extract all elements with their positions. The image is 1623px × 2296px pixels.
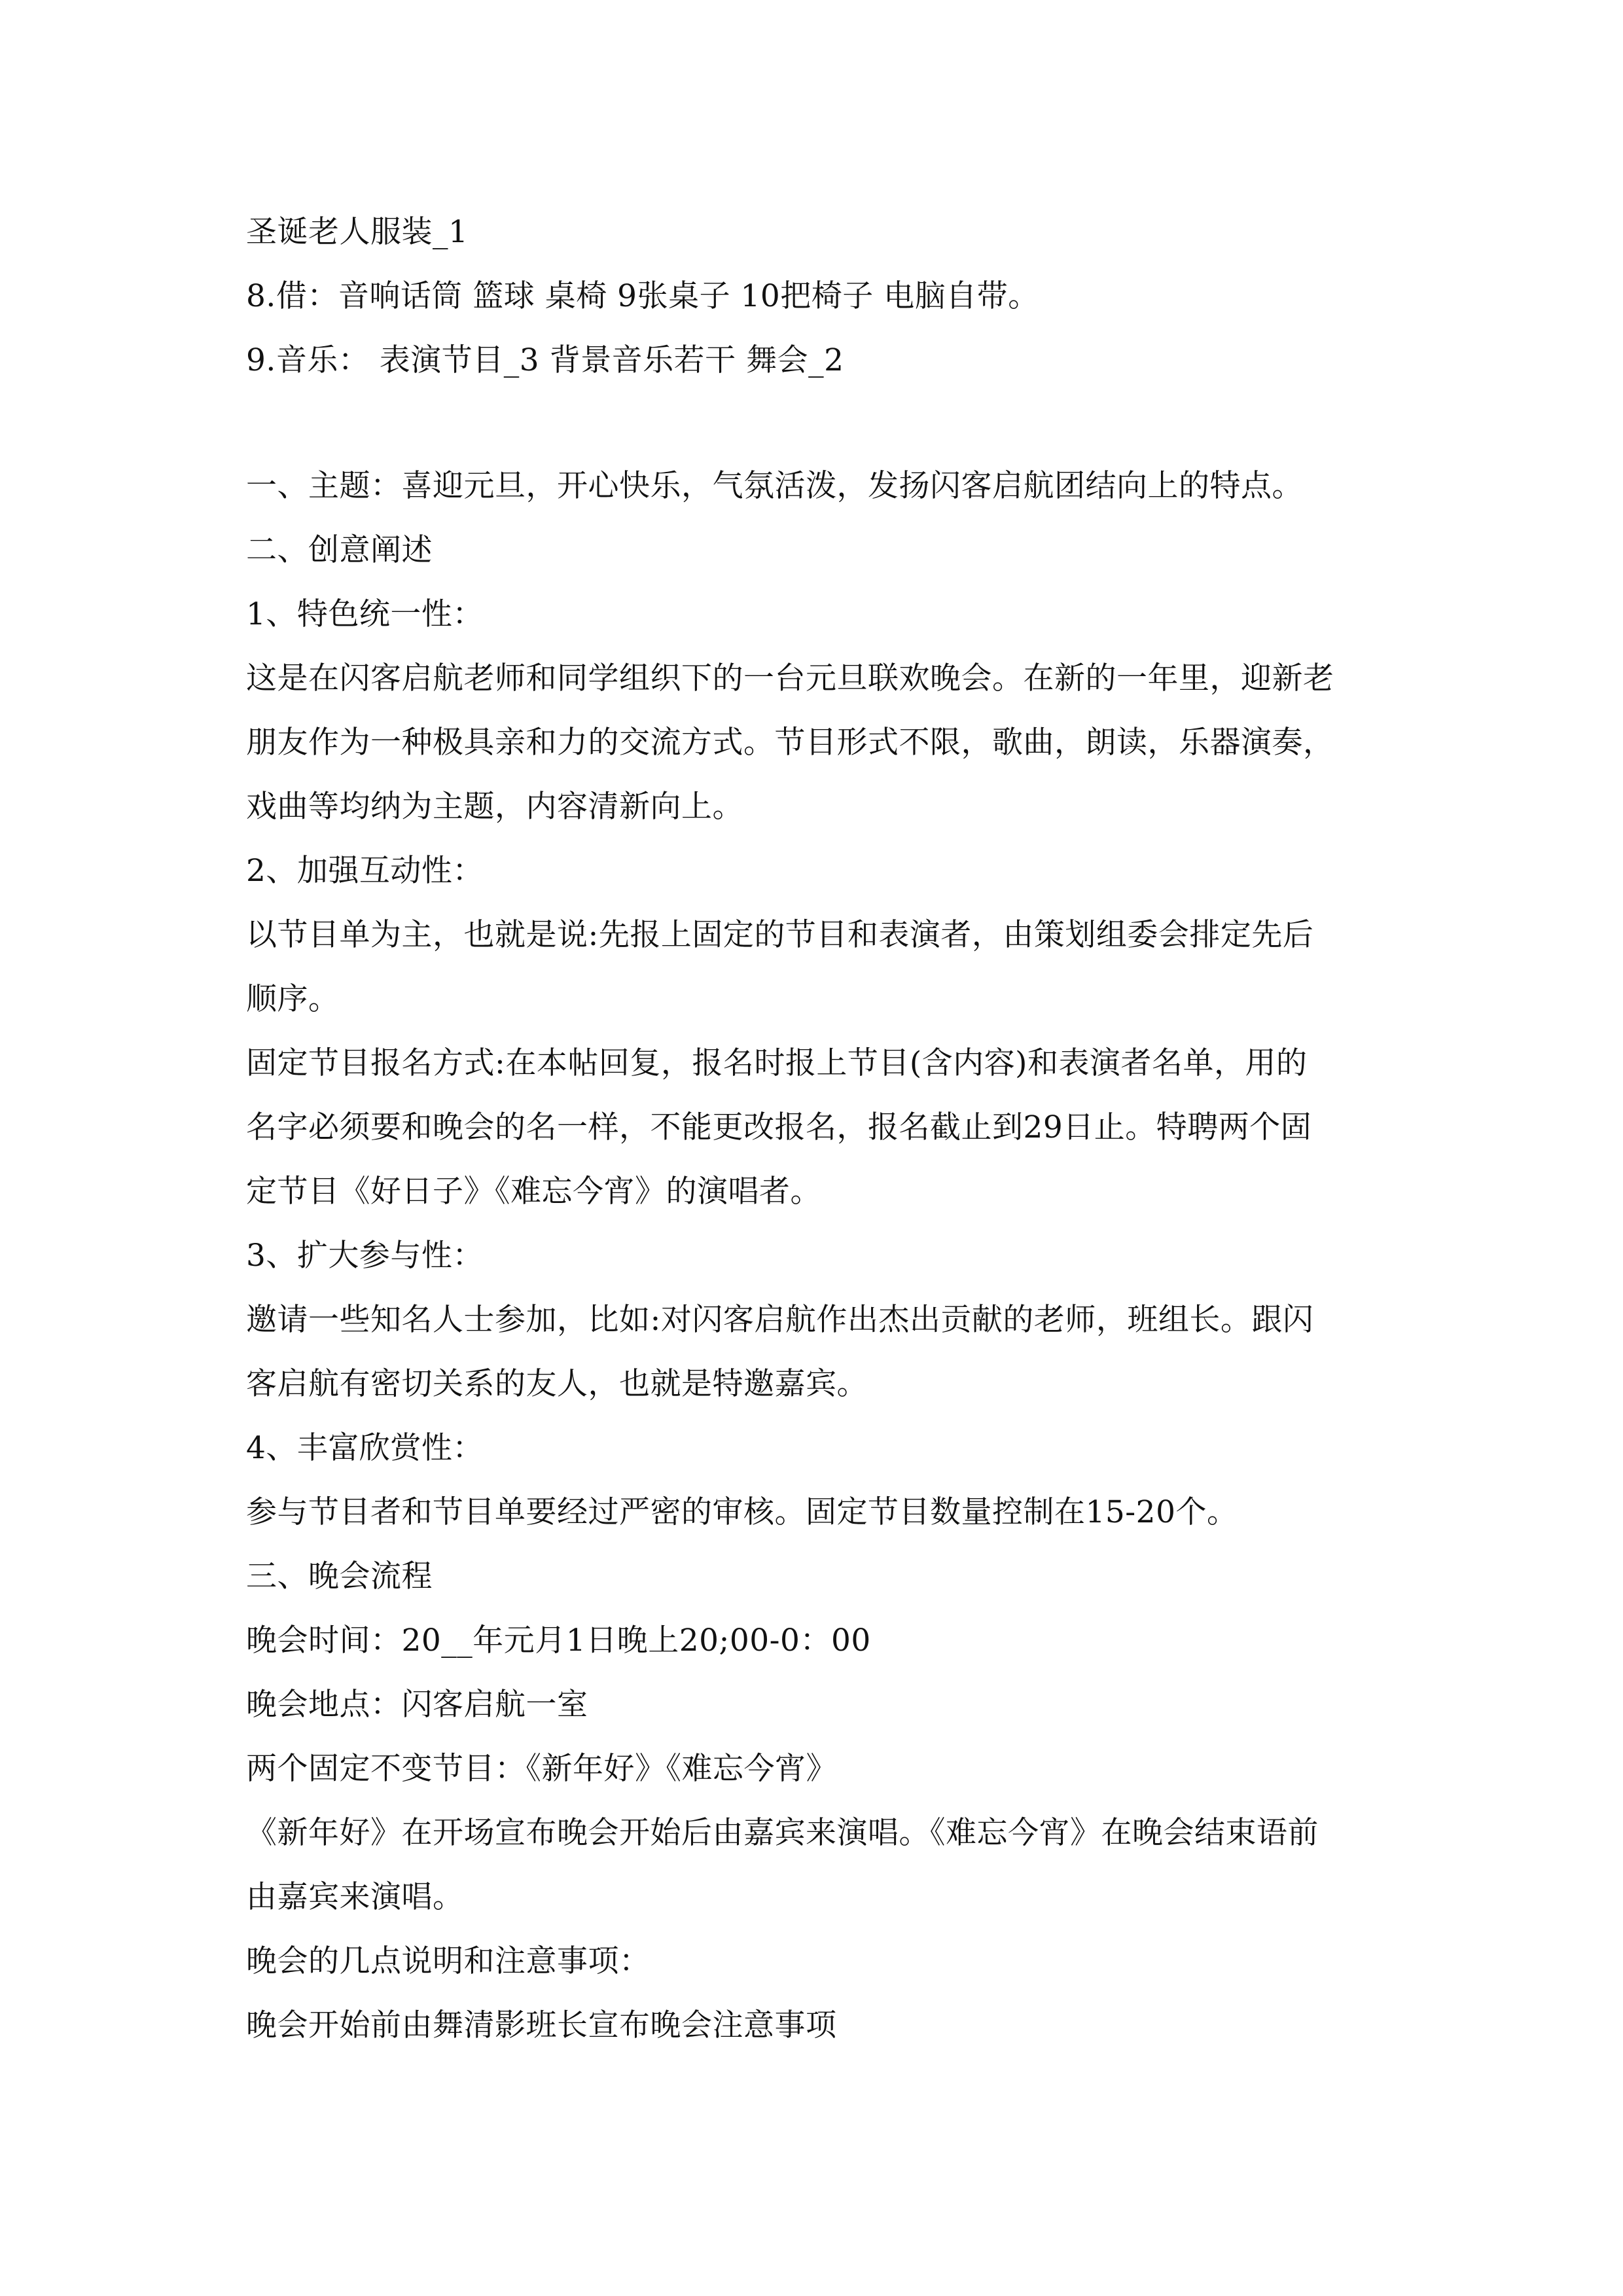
event-location: 晚会地点：闪客启航一室 <box>246 1687 588 1723</box>
paragraph-line: 客启航有密切关系的友人，也就是特邀嘉宾。 <box>246 1366 868 1402</box>
supply-item-santa-costume: 圣诞老人服装_1 <box>246 214 469 250</box>
paragraph-line: 邀请一些知名人士参加，比如:对闪客启航作出杰出贡献的老师，班组长。跟闪 <box>246 1302 1314 1338</box>
paragraph-line: 由嘉宾来演唱。 <box>246 1879 464 1915</box>
subheading-interaction: 2、加强互动性： <box>246 853 484 889</box>
event-time: 晚会时间：20__年元月1日晚上20;00-0：00 <box>246 1623 871 1659</box>
subheading-participation: 3、扩大参与性： <box>246 1238 484 1274</box>
paragraph-line: 顺序。 <box>246 981 340 1017</box>
section-theme: 一、主题：喜迎元旦，开心快乐，气氛活泼，发扬闪客启航团结向上的特点。 <box>246 468 1303 504</box>
supply-item-music: 9.音乐： 表演节目_3 背景音乐若干 舞会_2 <box>246 342 844 378</box>
paragraph-line: 以节目单为主，也就是说:先报上固定的节目和表演者，由策划组委会排定先后 <box>246 917 1314 953</box>
paragraph-line: 《新年好》在开场宣布晚会开始后由嘉宾来演唱。《难忘今宵》在晚会结束语前 <box>246 1815 1319 1851</box>
paragraph-line: 名字必须要和晚会的名一样，不能更改报名，报名截止到29日止。特聘两个固 <box>246 1109 1312 1145</box>
paragraph-line: 这是在闪客启航老师和同学组织下的一台元旦联欢晚会。在新的一年里，迎新老 <box>246 660 1334 696</box>
paragraph-line: 定节目《好日子》《难忘今宵》的演唱者。 <box>246 1174 821 1210</box>
fixed-programs: 两个固定不变节目：《新年好》《难忘今宵》 <box>246 1751 837 1787</box>
document-body <box>246 200 1398 2058</box>
paragraph-gap <box>246 393 1398 454</box>
paragraph-line: 朋友作为一种极具亲和力的交流方式。节目形式不限，歌曲，朗读，乐器演奏， <box>246 725 1334 761</box>
paragraph-line: 晚会开始前由舞清影班长宣布晚会注意事项 <box>246 2007 837 2043</box>
paragraph-line: 参与节目者和节目单要经过严密的审核。固定节目数量控制在15-20个。 <box>246 1494 1238 1530</box>
subheading-unity: 1、特色统一性： <box>246 596 484 632</box>
section-heading-creative: 二、创意阐述 <box>246 532 433 568</box>
section-heading-process: 三、晚会流程 <box>246 1558 433 1594</box>
paragraph-line: 固定节目报名方式:在本帖回复，报名时报上节目(含内容)和表演者名单，用的 <box>246 1045 1308 1081</box>
paragraph-line: 戏曲等均纳为主题，内容清新向上。 <box>246 789 743 825</box>
supply-item-borrow: 8.借：音响话筒 篮球 桌椅 9张桌子 10把椅子 电脑自带。 <box>246 278 1039 314</box>
subheading-appreciation: 4、丰富欣赏性： <box>246 1430 484 1466</box>
notes-heading: 晚会的几点说明和注意事项： <box>246 1943 651 1979</box>
